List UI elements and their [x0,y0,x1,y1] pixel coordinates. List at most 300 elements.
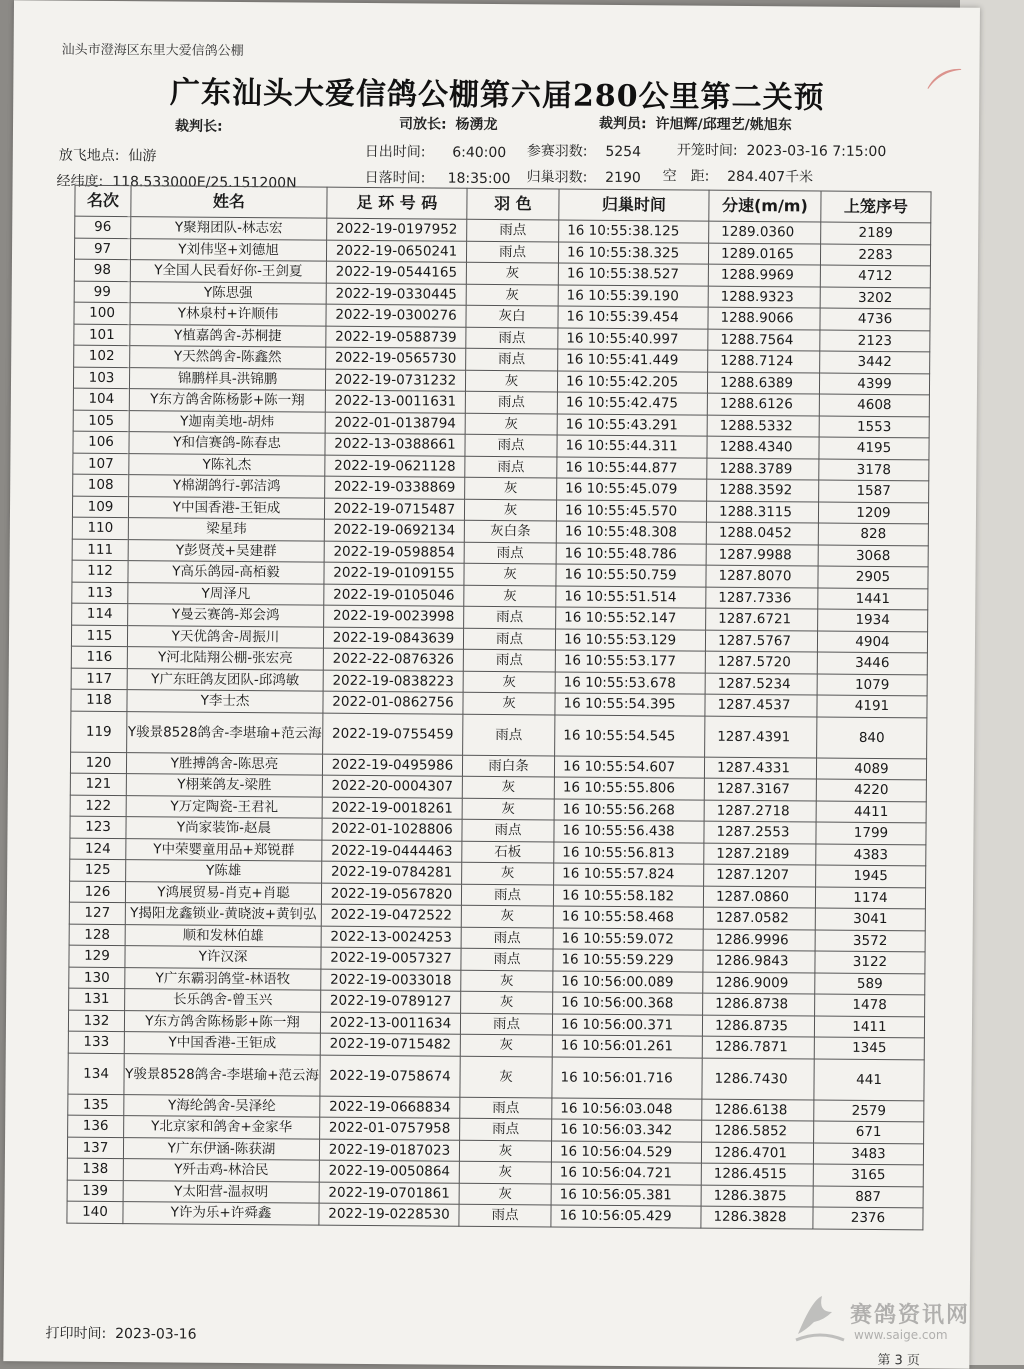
feather-color-cell: 灰 [459,1161,551,1183]
name-cell: Y中国香港-王钜成 [124,1032,320,1055]
feather-color-cell: 灰白 [466,305,558,327]
loft-number-cell: 1411 [814,1016,924,1038]
arrival-time-cell: 16 10:56:03.342 [552,1119,702,1142]
loft-number-cell: 1478 [815,994,925,1016]
name-cell: Y北京家和鸽舍+金家华 [124,1116,320,1139]
arrival-time-cell: 16 10:56:04.529 [551,1140,701,1163]
rank-cell: 104 [73,388,129,410]
loft-number-cell: 828 [818,523,928,545]
speed-cell: 1286.6138 [702,1099,814,1121]
feather-color-cell: 灰 [463,692,555,714]
feather-color-cell: 雨点 [464,542,556,564]
rank-cell: 120 [70,752,126,774]
name-cell: Y许为乐+许舜鑫 [123,1202,319,1225]
coordinates: 经纬度: 118.533000E/25.151200N [56,173,297,192]
page-number: 第 3 页 [877,1353,920,1369]
name-cell: Y植嘉鸽舍-苏桐捷 [130,324,326,347]
loft-number-cell: 671 [814,1121,924,1143]
name-cell: Y全国人民看好你-王剑夏 [130,260,326,283]
arrival-time-cell: 16 10:55:53.678 [555,671,705,694]
feather-color-cell: 雨点 [464,606,556,628]
name-cell: Y陈思强 [130,281,326,304]
rank-cell: 121 [70,773,126,795]
speed-cell: 1286.9996 [703,929,815,951]
rank-cell: 126 [69,881,125,903]
speed-cell: 1287.5767 [705,630,817,652]
rank-cell: 113 [72,582,128,604]
ring-number-cell: 2022-19-0330445 [326,283,466,306]
speed-cell: 1288.3789 [707,458,819,480]
ring-number-cell: 2022-19-0668834 [320,1096,460,1119]
rank-cell: 110 [72,517,128,539]
name-cell: Y骏景8528鸽舍-李堪瑜+范云海 [127,711,323,754]
speed-cell: 1287.4331 [704,757,816,779]
rank-cell: 105 [73,410,129,432]
feather-color-cell: 灰 [464,563,556,585]
print-time: 打印时间: 2023-03-16 [45,1325,197,1343]
rank-cell: 139 [67,1180,123,1202]
ring-number-cell: 2022-19-0650241 [326,240,466,263]
rank-cell: 138 [67,1158,123,1180]
ring-number-cell: 2022-19-0715482 [320,1033,460,1056]
speed-cell: 1287.0582 [703,907,815,929]
rank-cell: 128 [69,924,125,946]
speed-cell: 1289.0165 [708,243,820,265]
feather-color-cell: 雨点 [461,948,553,970]
feather-color-cell: 灰 [465,413,557,435]
loft-number-cell: 2123 [820,330,930,352]
speed-cell: 1287.9988 [706,544,818,566]
loft-number-cell: 1945 [816,865,926,887]
column-header: 名次 [75,185,131,216]
arrival-time-cell: 16 10:55:38.527 [558,263,708,286]
loft-number-cell: 4904 [817,631,927,653]
name-cell: Y胜搏鸽舍-陈思亮 [126,752,322,775]
loft-number-cell: 2189 [821,222,931,244]
ring-number-cell: 2022-19-0565730 [326,347,466,370]
rank-cell: 129 [69,945,125,967]
ring-number-cell: 2022-01-0138794 [325,412,465,435]
rank-cell: 119 [71,711,127,752]
speed-cell: 1287.2718 [704,800,816,822]
ring-number-cell: 2022-13-0024253 [321,926,461,949]
rank-cell: 132 [68,1010,124,1032]
chief-judge-label: 裁判长: [174,118,223,135]
feather-color-cell: 雨点 [461,884,553,906]
loft-number-cell: 2283 [820,244,930,266]
loft-number-cell: 4608 [819,394,929,416]
rank-cell: 103 [73,367,129,389]
column-header: 姓名 [131,186,327,219]
ring-number-cell: 2022-19-0715487 [324,498,464,521]
ring-number-cell: 2022-20-0004307 [322,775,462,798]
ring-number-cell: 2022-19-0300276 [326,304,466,327]
ring-number-cell: 2022-19-0197952 [327,218,467,241]
arrival-time-cell: 16 10:55:54.607 [554,755,704,778]
rank-cell: 127 [69,902,125,924]
ring-number-cell: 2022-19-0338869 [325,476,465,499]
feather-color-cell: 灰 [460,1056,552,1098]
name-cell: Y迦南美地-胡炜 [129,410,325,433]
rank-cell: 97 [74,238,130,260]
name-cell: Y聚翔团队-林志宏 [131,217,327,240]
arrival-time-cell: 16 10:56:01.261 [552,1035,702,1058]
name-cell: Y高乐鸽园-高栢毅 [128,561,324,584]
column-header: 分速(m/m) [709,190,821,222]
watermark-url: www.saige.com [854,1328,948,1342]
rank-cell: 109 [72,496,128,518]
loft-number-cell: 1441 [818,588,928,610]
rank-cell: 125 [70,859,126,881]
arrival-time-cell: 16 10:55:54.545 [555,714,705,756]
feather-color-cell: 灰 [462,798,554,820]
arrival-time-cell: 16 10:55:42.475 [557,392,707,415]
name-cell: Y天优鸽舍-周振川 [127,625,323,648]
name-cell: Y陈礼杰 [129,453,325,476]
open-time: 开笼时间: 2023-03-16 7:15:00 [676,142,887,161]
ring-number-cell: 2022-19-0621128 [325,455,465,478]
ring-number-cell: 2022-19-0784281 [322,861,462,884]
speed-cell: 1288.4340 [707,436,819,458]
speed-cell: 1287.5720 [705,651,817,673]
speed-cell: 1286.8738 [703,993,815,1015]
name-cell: Y周泽凡 [128,582,324,605]
name-cell: Y广东旺鸽友团队-邱鸿敏 [127,668,323,691]
organization-name: 汕头市澄海区东里大爱信鸽公棚 [61,42,244,60]
arrival-time-cell: 16 10:55:40.997 [558,327,708,350]
name-cell: Y万定陶瓷-王君礼 [126,795,322,818]
loft-number-cell: 3446 [817,652,927,674]
speed-cell: 1286.7430 [702,1058,814,1100]
name-cell: Y太阳营-温叔明 [123,1180,319,1203]
ring-number-cell: 2022-19-0018261 [322,797,462,820]
ring-number-cell: 2022-01-0862756 [323,691,463,714]
rank-cell: 100 [74,302,130,324]
arrival-time-cell: 16 10:56:00.371 [552,1013,702,1036]
speed-cell: 1287.2189 [704,843,816,865]
speed-cell: 1287.3167 [704,778,816,800]
rank-cell: 102 [74,345,130,367]
name-cell: Y和信赛鸽-陈春忠 [129,432,325,455]
speed-cell: 1288.9066 [708,307,820,329]
loft-number-cell: 2905 [818,566,928,588]
name-cell: Y林泉村+许顺伟 [130,303,326,326]
rank-cell: 98 [74,259,130,281]
loft-number-cell: 1345 [814,1037,924,1059]
rank-cell: 122 [70,795,126,817]
name-cell: Y天然鸽舍-陈鑫然 [130,346,326,369]
name-cell: Y棉湖鸽行-郭洁鸿 [129,475,325,498]
arrival-time-cell: 16 10:56:03.048 [552,1097,702,1120]
name-cell: Y广东霸羽鸽堂-林语牧 [125,967,321,990]
speed-cell: 1287.6721 [706,608,818,630]
loft-number-cell: 1934 [818,609,928,631]
name-cell: Y歼击鸡-林洽民 [123,1159,319,1182]
feather-color-cell: 灰 [461,991,553,1013]
name-cell: Y许汉深 [125,946,321,969]
ring-number-cell: 2022-19-0444463 [322,840,462,863]
speed-cell: 1288.9323 [708,286,820,308]
column-header: 羽 色 [467,188,559,220]
loft-number-cell: 3572 [815,930,925,952]
speed-cell: 1288.3115 [706,501,818,523]
feather-color-cell: 雨点 [466,348,558,370]
name-cell: Y中荣婴童用品+郑锐群 [126,838,322,861]
feather-color-cell: 雨点 [463,649,555,671]
loft-number-cell: 2376 [813,1207,923,1229]
watermark-name: 赛鸽资讯网 [850,1303,971,1328]
name-cell: 顺和发林伯雄 [125,924,321,947]
distance: 空 距: 284.407千米 [662,168,814,186]
red-stamp-mark: ⌒ [922,61,981,122]
feather-color-cell: 灰 [462,776,554,798]
speed-cell: 1288.7564 [708,329,820,351]
arrival-time-cell: 16 10:55:58.468 [553,906,703,929]
feather-color-cell: 灰 [463,671,555,693]
arrival-time-cell: 16 10:55:53.177 [555,650,705,673]
feather-color-cell: 雨点 [465,391,557,413]
rank-cell: 133 [68,1031,124,1053]
results-table-body [67,216,931,1229]
feather-color-cell: 灰 [461,970,553,992]
speed-cell: 1287.5234 [705,673,817,695]
ring-number-cell: 2022-13-0011631 [325,390,465,413]
ring-number-cell: 2022-19-0843639 [323,627,463,650]
rank-cell: 116 [71,646,127,668]
name-cell: Y栩莱鸽友-梁胜 [126,774,322,797]
speed-cell: 1286.4515 [701,1163,813,1185]
arrival-time-cell: 16 10:55:50.759 [556,564,706,587]
name-cell: Y骏景8528鸽舍-李堪瑜+范云海 [124,1053,320,1096]
loft-number-cell: 4195 [819,437,929,459]
feather-color-cell: 灰 [464,585,556,607]
arrival-time-cell: 16 10:55:38.125 [559,220,709,243]
feather-color-cell: 雨点 [466,327,558,349]
arrival-time-cell: 16 10:55:58.182 [553,884,703,907]
arrival-time-cell: 16 10:56:04.721 [551,1162,701,1185]
ring-number-cell: 2022-19-0758674 [320,1055,460,1097]
rank-cell: 131 [69,988,125,1010]
ring-number-cell: 2022-19-0567820 [321,883,461,906]
speed-cell: 1286.7871 [702,1036,814,1058]
loft-number-cell: 1174 [815,887,925,909]
rank-cell: 118 [71,689,127,711]
speed-cell: 1286.8735 [702,1015,814,1037]
ring-number-cell: 2022-19-0755459 [323,713,463,755]
arrival-time-cell: 16 10:55:45.079 [557,478,707,501]
rank-cell: 135 [68,1094,124,1116]
name-cell: Y广东伊涵-陈获湖 [123,1137,319,1160]
arrival-time-cell: 16 10:55:45.570 [556,499,706,522]
feather-color-cell: 灰 [465,477,557,499]
name-cell: 长乐鸽舍-曾玉兴 [125,989,321,1012]
ring-number-cell: 2022-01-0757958 [320,1117,460,1140]
feather-color-cell: 雨点 [466,241,558,263]
speed-cell: 1286.4701 [701,1142,813,1164]
speed-cell: 1288.5332 [707,415,819,437]
speed-cell: 1287.0860 [703,886,815,908]
feather-color-cell: 雨点 [460,1013,552,1035]
loft-number-cell: 3165 [813,1164,923,1186]
loft-number-cell: 589 [815,973,925,995]
ring-number-cell: 2022-19-0228530 [319,1203,459,1226]
ring-number-cell: 2022-19-0495986 [322,754,462,777]
rank-cell: 137 [67,1137,123,1159]
loft-number-cell: 840 [817,717,927,759]
speed-cell: 1287.4537 [705,694,817,716]
name-cell: Y刘伟坚+刘德旭 [130,238,326,261]
release-place: 放飞地点: 仙游 [58,147,157,165]
feather-color-cell: 灰 [460,1034,552,1056]
name-cell: Y海纶鸽舍-吴泽纶 [124,1094,320,1117]
loft-number-cell: 1799 [816,822,926,844]
arrival-time-cell: 16 10:55:43.291 [557,413,707,436]
loft-number-cell: 3068 [818,545,928,567]
ring-number-cell: 2022-19-0105046 [324,584,464,607]
feather-color-cell: 雨点 [460,1097,552,1119]
speed-cell: 1287.4391 [705,716,817,758]
name-cell: 梁星玮 [128,518,324,541]
sunset: 日落时间: 18:35:00 [364,169,511,188]
loft-number-cell: 1209 [818,502,928,524]
rank-cell: 106 [73,431,129,453]
arrival-time-cell: 16 10:55:54.395 [555,693,705,716]
arrival-time-cell: 16 10:55:56.438 [554,820,704,843]
rank-cell: 99 [74,281,130,303]
loft-number-cell: 4220 [816,779,926,801]
loft-number-cell: 4191 [817,695,927,717]
arrival-time-cell: 16 10:55:44.877 [557,456,707,479]
dove-logo-icon [792,1290,848,1346]
ring-number-cell: 2022-19-0057327 [321,947,461,970]
ring-number-cell: 2022-22-0876326 [323,648,463,671]
loft-number-cell: 4089 [816,758,926,780]
rank-cell: 115 [71,625,127,647]
rank-cell: 112 [72,560,128,582]
ring-number-cell: 2022-19-0731232 [325,369,465,392]
loft-number-cell: 2579 [814,1100,924,1122]
arrival-time-cell: 16 10:55:39.190 [558,284,708,307]
ring-number-cell: 2022-19-0050864 [319,1160,459,1183]
name-cell: Y彭贤茂+吴建群 [128,539,324,562]
ring-number-cell: 2022-19-0472522 [321,904,461,927]
arrival-time-cell: 16 10:56:00.089 [553,970,703,993]
release-chief: 司放长: 杨湧龙 [398,116,498,134]
feather-color-cell: 雨点 [467,219,559,241]
feather-color-cell: 灰 [462,862,554,884]
loft-number-cell: 1587 [819,480,929,502]
loft-number-cell: 3122 [815,951,925,973]
column-header: 上笼序号 [821,191,931,223]
ring-number-cell: 2022-19-0789127 [321,990,461,1013]
arrival-time-cell: 16 10:55:56.268 [554,798,704,821]
speed-cell: 1288.6126 [707,393,819,415]
speed-cell: 1288.3592 [707,479,819,501]
name-cell: Y河北陆翔公棚-张宏亮 [127,647,323,670]
rank-cell: 124 [70,838,126,860]
name-cell: Y陈雄 [126,860,322,883]
arrival-time-cell: 16 10:55:53.129 [555,628,705,651]
rank-cell: 130 [69,967,125,989]
speed-cell: 1287.8070 [706,565,818,587]
feather-color-cell: 灰白条 [464,520,556,542]
arrival-time-cell: 16 10:56:01.716 [552,1056,702,1098]
arrival-time-cell: 16 10:55:51.514 [556,585,706,608]
loft-number-cell: 1079 [817,674,927,696]
loft-number-cell: 4712 [820,265,930,287]
rank-cell: 134 [68,1053,124,1094]
judges: 裁判员: 许旭辉/邱理艺/姚旭东 [598,115,792,134]
speed-cell: 1286.9843 [703,950,815,972]
ring-number-cell: 2022-19-0598854 [324,541,464,564]
ring-number-cell: 2022-19-0838223 [323,670,463,693]
rank-cell: 96 [75,216,131,238]
ring-number-cell: 2022-19-0187023 [319,1139,459,1162]
arrival-time-cell: 16 10:55:39.454 [558,306,708,329]
loft-number-cell: 887 [813,1186,923,1208]
feather-color-cell: 灰 [461,905,553,927]
rank-cell: 123 [70,816,126,838]
speed-cell: 1287.2553 [704,821,816,843]
loft-number-cell: 4736 [820,308,930,330]
name-cell: Y尚家装饰-赵晨 [126,817,322,840]
loft-number-cell: 4383 [816,844,926,866]
ring-number-cell: 2022-19-0023998 [324,605,464,628]
rank-cell: 140 [67,1201,123,1223]
ring-number-cell: 2022-13-0011634 [320,1012,460,1035]
ring-number-cell: 2022-19-0109155 [324,562,464,585]
document-page [3,0,980,1369]
results-table [66,185,931,1230]
arrival-time-cell: 16 10:55:41.449 [558,349,708,372]
arrival-time-cell: 16 10:55:56.813 [554,841,704,864]
ring-number-cell: 2022-13-0388661 [325,433,465,456]
feather-color-cell: 雨点 [461,927,553,949]
arrival-time-cell: 16 10:56:05.381 [551,1183,701,1206]
feather-color-cell: 雨点 [463,714,555,756]
speed-cell: 1286.9009 [703,972,815,994]
feather-color-cell: 雨白条 [462,755,554,777]
feather-color-cell: 雨点 [465,434,557,456]
speed-cell: 1287.1207 [704,864,816,886]
column-header: 归巢时间 [559,189,709,221]
loft-number-cell: 1553 [819,416,929,438]
feather-color-cell: 灰 [459,1140,551,1162]
sunrise: 日出时间: 6:40:00 [364,143,507,162]
ring-number-cell: 2022-01-1028806 [322,818,462,841]
table-row [71,711,927,759]
loft-number-cell: 4411 [816,801,926,823]
arrival-time-cell: 16 10:55:48.786 [556,542,706,565]
speed-cell: 1288.9969 [708,264,820,286]
name-cell: Y李士杰 [127,690,323,713]
feather-color-cell: 石板 [462,841,554,863]
name-cell: Y中国香港-王钜成 [128,496,324,519]
speed-cell: 1288.7124 [708,350,820,372]
rank-cell: 117 [71,668,127,690]
speed-cell: 1289.0360 [709,221,821,243]
name-cell: 锦鹏样具-洪锦鹏 [129,367,325,390]
ring-number-cell: 2022-19-0033018 [321,969,461,992]
ring-number-cell: 2022-19-0692134 [324,519,464,542]
speed-cell: 1288.6389 [707,372,819,394]
arrival-time-cell: 16 10:56:05.429 [551,1205,701,1228]
feather-color-cell: 灰 [466,284,558,306]
arrival-time-cell: 16 10:55:48.308 [556,521,706,544]
arrival-time-cell: 16 10:55:59.072 [553,927,703,950]
name-cell: Y东方鸽舍陈杨影+陈一翔 [129,389,325,412]
returned-count: 归巢羽数: 2190 [526,169,641,187]
